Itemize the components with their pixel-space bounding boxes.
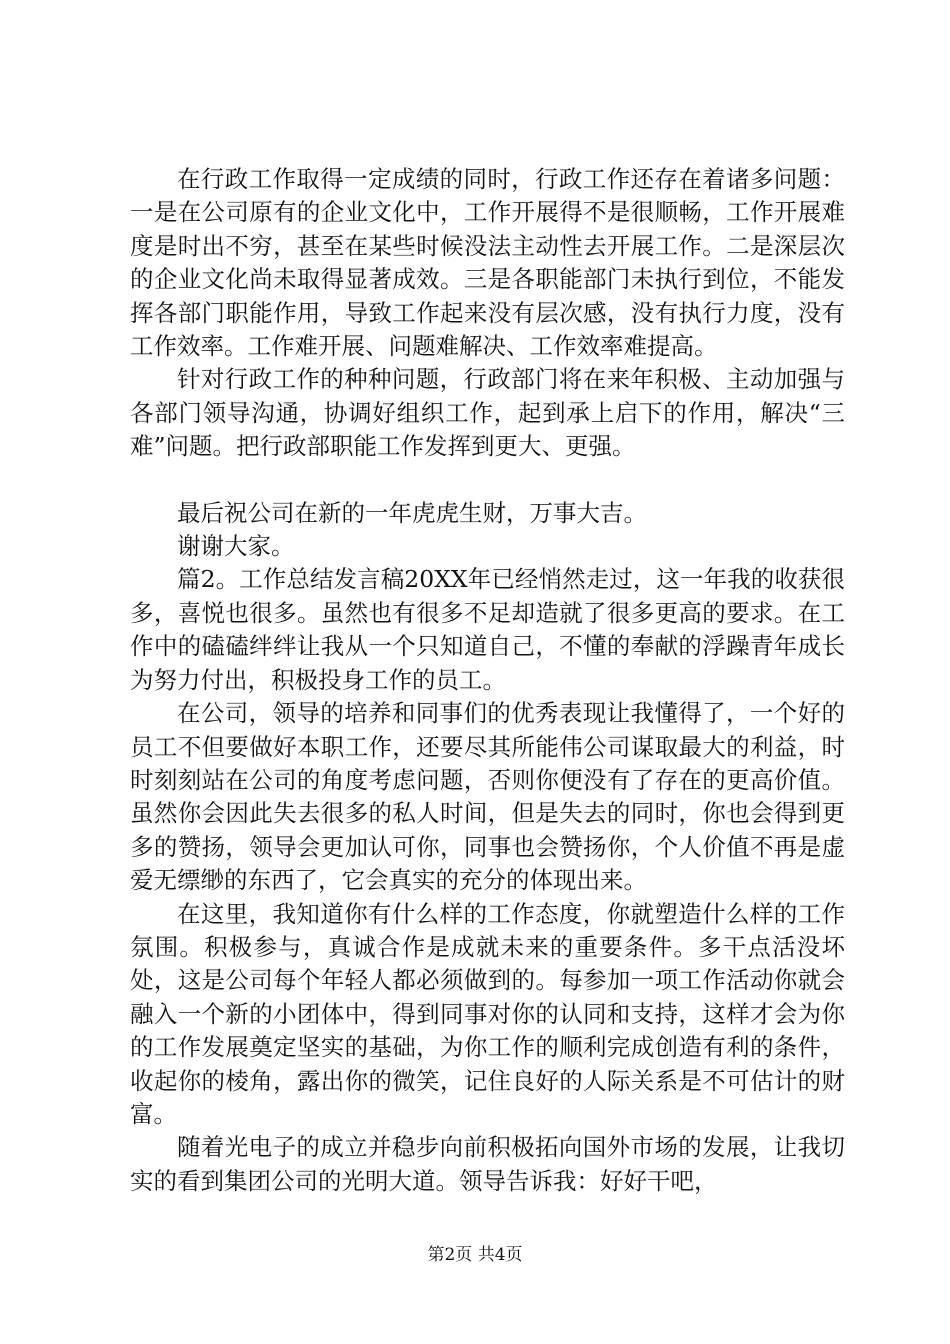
paragraph-company-growth: 在公司，领导的培养和同事们的优秀表现让我懂得了，一个好的员工不但要做好本职工作，还要尽其所能伟公司谋取最大的利益，时时刻刻站在公司的角度考虑问题，否则你便没有了存在的更高价值。虽然你会因此失去很多的私人时间，但是失去的同时，你也会得到更多的赞扬，领导会更加认可你，同事也会赞扬你，个人价值不再是虚爱无缥缈的东西了，它会真实的充分的体现出来。 (130, 699, 845, 895)
page-number-label: 第2页 共4页 (427, 1245, 523, 1265)
paragraph-optoelectronics: 随着光电子的成立并稳步向前积极拓向国外市场的发展，让我切实的看到集团公司的光明大道。领导告诉我：好好干吧， (130, 1133, 845, 1195)
paragraph-admin-plan: 针对行政工作的种种问题，行政部门将在来年积极、主动加强与各部门领导沟通，协调好组织工作，起到承上启下的作用，解决“三难”问题。把行政部职能工作发挥到更大、更强。 (130, 365, 845, 461)
paragraph-closing-wish: 最后祝公司在新的一年虎虎生财，万事大吉。 (177, 498, 647, 527)
document-body (130, 163, 845, 1198)
page-footer (0, 1244, 950, 1266)
paragraph-part2-intro: 篇2。工作总结发言稿20XX年已经悄然走过，这一年我的收获很多，喜悦也很多。虽然也有很多不足却造就了很多更高的要求。在工作中的磕磕绊绊让我从一个只知道自己，不懂的奉献的浮躁青年成长为努力付出，积极投身工作的员工。 (130, 565, 845, 694)
paragraph-thanks: 谢谢大家。 (177, 532, 295, 561)
paragraph-work-attitude: 在这里，我知道你有什么样的工作态度，你就塑造什么样的工作氛围。积极参与，真诚合作是成就未来的重要条件。多干点活没坏处，这是公司每个年轻人都必须做到的。每参加一项工作活动你就会融入一个新的小团体中，得到同事对你的认同和支持，这样才会为你的工作发展奠定坚实的基础，为你工作的顺利完成创造有利的条件，收起你的棱角，露出你的微笑，记住良好的人际关系是不可估计的财富。 (130, 899, 845, 1128)
paragraph-admin-problems: 在行政工作取得一定成绩的同时，行政工作还存在着诸多问题：一是在公司原有的企业文化中，工作开展得不是很顺畅，工作开展难度是时出不穷，甚至在某些时候没法主动性去开展工作。二是深层次的企业文化尚未取得显著成效。三是各职能部门未执行到位，不能发挥各部门职能作用，导致工作起来没有层次感，没有执行力度，没有工作效率。工作难开展、问题难解决、工作效率难提高。 (130, 165, 845, 361)
